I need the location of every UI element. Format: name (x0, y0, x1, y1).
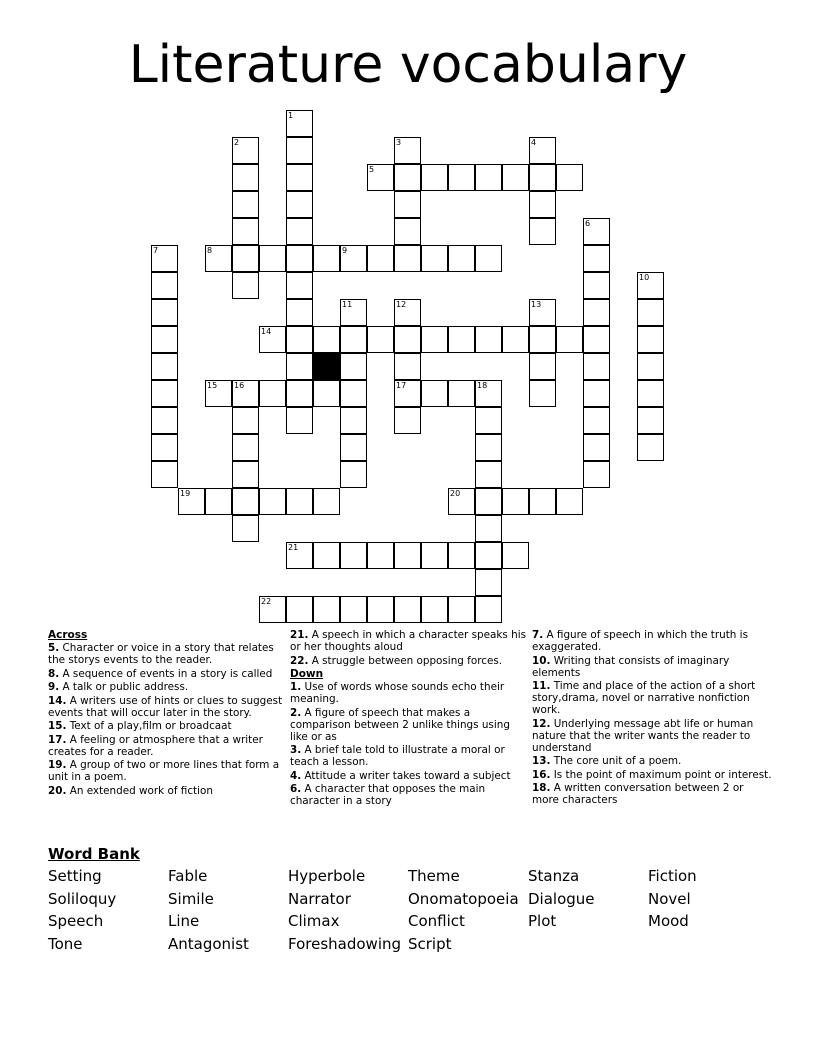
clue-text: A feeling or atmosphere that a writer creates for a reader. (48, 733, 263, 758)
black-square (313, 353, 340, 380)
clue-text: Use of words whose sounds echo their meaning. (290, 681, 505, 705)
clue-number: 10 (639, 273, 650, 282)
grid-cell[interactable] (529, 218, 556, 245)
grid-cell[interactable] (232, 488, 259, 515)
grid-cell[interactable] (232, 164, 259, 191)
clue-number: 22 (261, 597, 272, 606)
grid-cell[interactable] (367, 245, 394, 272)
grid-cell[interactable] (394, 380, 421, 407)
grid-cell[interactable] (529, 137, 556, 164)
grid-cell[interactable] (178, 488, 205, 515)
grid-cell[interactable] (421, 542, 448, 569)
grid-cell[interactable] (475, 542, 502, 569)
across-clue (48, 720, 288, 732)
grid-cell[interactable] (475, 164, 502, 191)
page-title: Literature vocabulary (128, 35, 688, 95)
grid-cell[interactable] (637, 299, 664, 326)
grid-cell[interactable] (286, 488, 313, 515)
grid-cell[interactable] (205, 245, 232, 272)
grid-cell[interactable] (313, 596, 340, 623)
grid-cell[interactable] (232, 515, 259, 542)
grid-cell[interactable] (259, 380, 286, 407)
clue-num: 5. (48, 642, 60, 654)
grid-cell[interactable] (475, 461, 502, 488)
grid-cell[interactable] (259, 488, 286, 515)
down-clue (532, 769, 772, 781)
grid-cell[interactable] (313, 326, 340, 353)
grid-cell[interactable] (502, 542, 529, 569)
grid-cell[interactable] (448, 245, 475, 272)
grid-cell[interactable] (151, 272, 178, 299)
grid-cell[interactable] (232, 461, 259, 488)
grid-cell[interactable] (286, 137, 313, 164)
clue-num: 8. (48, 667, 60, 680)
grid-cell[interactable] (421, 245, 448, 272)
grid-cell[interactable] (232, 218, 259, 245)
word-bank-item: Soliloquy (48, 889, 117, 908)
grid-cell[interactable] (637, 272, 664, 299)
grid-cell[interactable] (637, 407, 664, 434)
across-clue (48, 734, 288, 758)
grid-cell[interactable] (529, 299, 556, 326)
grid-cell[interactable] (340, 299, 367, 326)
clue-number: 3 (396, 138, 402, 147)
clue-text: Attitude a writer takes toward a subject (301, 769, 511, 782)
grid-cell[interactable] (502, 488, 529, 515)
grid-cell[interactable] (529, 380, 556, 407)
word-bank-item: Mood (648, 912, 689, 931)
clue-text: A figure of speech in which the truth is exaggerated. (532, 629, 748, 653)
word-bank-item: Climax (288, 912, 340, 931)
grid-cell[interactable] (475, 245, 502, 272)
grid-cell[interactable] (340, 353, 367, 380)
grid-cell[interactable] (286, 110, 313, 137)
clue-number: 18 (477, 381, 488, 390)
clues-column-1 (48, 629, 288, 798)
clue-number: 13 (531, 300, 542, 309)
clue-num: 12. (532, 717, 551, 730)
clue-number: 7 (153, 246, 159, 255)
clue-num: 21. (290, 629, 309, 641)
grid-cell[interactable] (286, 245, 313, 272)
across-header: Across (48, 629, 88, 641)
across-clue (290, 655, 530, 667)
across-clue (48, 695, 288, 719)
grid-cell[interactable] (151, 299, 178, 326)
grid-cell[interactable] (340, 326, 367, 353)
grid-cell[interactable] (232, 407, 259, 434)
grid-cell[interactable] (448, 380, 475, 407)
grid-cell[interactable] (232, 434, 259, 461)
clues-column-3 (532, 629, 772, 808)
down-clue (532, 629, 772, 653)
grid-cell[interactable] (394, 245, 421, 272)
grid-cell[interactable] (556, 488, 583, 515)
down-clue (290, 783, 530, 807)
grid-cell[interactable] (286, 218, 313, 245)
word-bank-item: Stanza (528, 867, 580, 885)
grid-cell[interactable] (448, 542, 475, 569)
down-clue (290, 681, 530, 705)
clue-num: 9. (48, 681, 60, 693)
grid-cell[interactable] (421, 380, 448, 407)
clue-number: 4 (531, 138, 537, 147)
across-clue (48, 759, 288, 783)
word-bank-item: Hyperbole (288, 867, 366, 885)
grid-cell[interactable] (637, 326, 664, 353)
grid-cell[interactable] (556, 326, 583, 353)
clue-text: Character or voice in a story that relates the storys events to the reader. (48, 642, 274, 666)
clue-number: 21 (288, 543, 299, 552)
grid-cell[interactable] (394, 164, 421, 191)
grid-cell[interactable] (475, 569, 502, 596)
clue-num: 1. (290, 681, 302, 693)
clue-num: 13. (532, 755, 551, 767)
grid-cell[interactable] (475, 326, 502, 353)
word-bank-item: Fable (168, 867, 208, 885)
grid-cell[interactable] (313, 380, 340, 407)
clue-text: A figure of speech that makes a comparison between 2 unlike things using like or as (290, 706, 510, 743)
word-bank-item: Novel (648, 889, 691, 908)
grid-cell[interactable] (529, 164, 556, 191)
word-bank-item: Antagonist (168, 935, 249, 954)
clue-number: 9 (342, 246, 348, 255)
grid-cell[interactable] (151, 461, 178, 488)
grid-cell[interactable] (232, 380, 259, 407)
grid-cell[interactable] (475, 407, 502, 434)
grid-cell[interactable] (583, 272, 610, 299)
clue-number: 17 (396, 381, 407, 390)
clue-text: Underlying message abt life or human nature that the writer wants the reader to understand (532, 717, 754, 754)
word-bank-item: Speech (48, 912, 104, 931)
grid-cell[interactable] (286, 542, 313, 569)
clue-text: A group of two or more lines that form a unit in a poem. (48, 759, 280, 783)
word-bank-item: Theme (408, 867, 460, 885)
clue-text: A struggle between opposing forces. (308, 654, 503, 667)
grid-cell[interactable] (151, 326, 178, 353)
grid-cell[interactable] (583, 407, 610, 434)
grid-cell[interactable] (340, 407, 367, 434)
word-bank-item: Script (408, 935, 452, 954)
grid-cell[interactable] (529, 488, 556, 515)
grid-cell[interactable] (502, 326, 529, 353)
grid-cell[interactable] (151, 380, 178, 407)
grid-cell[interactable] (367, 596, 394, 623)
clue-number: 11 (342, 300, 353, 309)
clue-text: Writing that consists of imaginary elements (532, 654, 730, 679)
word-bank-item: Setting (48, 867, 102, 885)
grid-cell[interactable] (286, 353, 313, 380)
grid-cell[interactable] (286, 380, 313, 407)
word-bank-item: Plot (528, 912, 557, 931)
grid-cell[interactable] (259, 326, 286, 353)
clue-number: 16 (234, 381, 245, 390)
word-bank-item: Simile (168, 889, 214, 908)
grid-cell[interactable] (421, 596, 448, 623)
grid-cell[interactable] (313, 245, 340, 272)
grid-cell[interactable] (637, 434, 664, 461)
grid-cell[interactable] (151, 353, 178, 380)
down-clue (532, 655, 772, 679)
clue-num: 10. (532, 654, 551, 667)
grid-cell[interactable] (286, 191, 313, 218)
clue-num: 15. (48, 720, 67, 732)
grid-cell[interactable] (367, 326, 394, 353)
clue-text: A sequence of events in a story is called (59, 667, 273, 680)
grid-cell[interactable] (583, 326, 610, 353)
grid-cell[interactable] (367, 542, 394, 569)
grid-cell[interactable] (340, 461, 367, 488)
grid-cell[interactable] (583, 245, 610, 272)
grid-cell[interactable] (448, 164, 475, 191)
down-clue (532, 755, 772, 767)
across-clue (48, 681, 288, 693)
grid-cell[interactable] (394, 137, 421, 164)
clue-number: 2 (234, 138, 240, 147)
clue-number: 8 (207, 246, 213, 255)
grid-cell[interactable] (286, 164, 313, 191)
grid-cell[interactable] (394, 218, 421, 245)
grid-cell[interactable] (448, 596, 475, 623)
grid-cell[interactable] (232, 191, 259, 218)
grid-cell[interactable] (475, 488, 502, 515)
clue-num: 22. (290, 654, 309, 667)
grid-cell[interactable] (529, 191, 556, 218)
clues-column-2 (290, 629, 530, 809)
grid-cell[interactable] (286, 407, 313, 434)
clue-num: 17. (48, 733, 67, 746)
clue-num: 18. (532, 782, 551, 794)
clue-num: 6. (290, 783, 302, 795)
down-clue (290, 707, 530, 743)
clue-text: A talk or public address. (59, 681, 189, 693)
clue-text: A writers use of hints or clues to suggest events that will occur later in the story. (48, 694, 283, 719)
clue-number: 1 (288, 111, 294, 120)
grid-cell[interactable] (556, 164, 583, 191)
word-bank-item: Onomatopoeia (408, 889, 519, 908)
grid-cell[interactable] (583, 461, 610, 488)
down-clue (532, 718, 772, 754)
down-clue (532, 680, 772, 716)
grid-cell[interactable] (421, 164, 448, 191)
clue-text: A speech in which a character speaks his or her thoughts aloud (290, 629, 526, 653)
clue-num: 3. (290, 744, 302, 756)
clue-number: 5 (369, 165, 375, 174)
clue-number: 19 (180, 489, 191, 498)
down-clue (290, 744, 530, 768)
word-bank-item: Line (168, 912, 200, 931)
clue-number: 14 (261, 327, 272, 336)
clue-number: 6 (585, 219, 591, 228)
clue-text: A written conversation between 2 or more characters (532, 782, 744, 806)
grid-cell[interactable] (394, 542, 421, 569)
down-clue (532, 782, 772, 806)
grid-cell[interactable] (583, 299, 610, 326)
grid-cell[interactable] (529, 326, 556, 353)
grid-cell[interactable] (448, 488, 475, 515)
across-clue (290, 629, 530, 653)
clue-number: 20 (450, 489, 461, 498)
grid-cell[interactable] (637, 353, 664, 380)
grid-cell[interactable] (259, 596, 286, 623)
word-bank-item: Fiction (648, 867, 697, 885)
clue-text: Is the point of maximum point or interest. (550, 768, 772, 781)
grid-cell[interactable] (286, 326, 313, 353)
word-bank-item: Tone (48, 935, 83, 954)
grid-cell[interactable] (475, 380, 502, 407)
grid-cell[interactable] (205, 488, 232, 515)
grid-cell[interactable] (394, 407, 421, 434)
grid-cell[interactable] (151, 434, 178, 461)
grid-cell[interactable] (340, 245, 367, 272)
grid-cell[interactable] (583, 353, 610, 380)
grid-cell[interactable] (448, 326, 475, 353)
clue-number: 15 (207, 381, 218, 390)
clue-text: An extended work of fiction (66, 784, 213, 797)
grid-cell[interactable] (151, 245, 178, 272)
grid-cell[interactable] (394, 191, 421, 218)
clue-num: 4. (290, 769, 302, 782)
grid-cell[interactable] (394, 326, 421, 353)
grid-cell[interactable] (394, 596, 421, 623)
grid-cell[interactable] (475, 515, 502, 542)
word-bank-item: Foreshadowing (288, 935, 402, 954)
grid-cell[interactable] (340, 596, 367, 623)
grid-cell[interactable] (475, 434, 502, 461)
grid-cell[interactable] (259, 245, 286, 272)
clue-text: A brief tale told to illustrate a moral or teach a lesson. (290, 744, 505, 768)
clue-text: Text of a play,film or broadcaat (66, 720, 232, 732)
down-clue (290, 770, 530, 782)
across-clue (48, 642, 288, 666)
grid-cell[interactable] (340, 434, 367, 461)
grid-cell[interactable] (286, 596, 313, 623)
grid-cell[interactable] (529, 353, 556, 380)
down-header: Down (290, 668, 324, 680)
grid-cell[interactable] (286, 272, 313, 299)
grid-cell[interactable] (340, 542, 367, 569)
grid-cell[interactable] (340, 380, 367, 407)
word-bank-item: Narrator (288, 889, 351, 908)
grid-cell[interactable] (475, 596, 502, 623)
grid-cell[interactable] (151, 407, 178, 434)
across-clue (48, 785, 288, 797)
word-bank-item: Conflict (408, 912, 465, 931)
clue-text: Time and place of the action of a short story,drama, novel or narrative nonfiction work. (532, 680, 756, 716)
grid-cell[interactable] (286, 299, 313, 326)
grid-cell[interactable] (313, 488, 340, 515)
grid-cell[interactable] (637, 380, 664, 407)
grid-cell[interactable] (583, 434, 610, 461)
grid-cell[interactable] (583, 218, 610, 245)
clue-num: 11. (532, 680, 551, 692)
word-bank-item: Dialogue (528, 889, 595, 908)
grid-cell[interactable] (394, 353, 421, 380)
grid-cell[interactable] (232, 245, 259, 272)
clue-num: 16. (532, 768, 551, 781)
grid-cell[interactable] (232, 137, 259, 164)
grid-cell[interactable] (205, 380, 232, 407)
clue-num: 19. (48, 759, 67, 771)
grid-cell[interactable] (583, 380, 610, 407)
clue-num: 14. (48, 694, 67, 707)
clue-num: 20. (48, 784, 67, 797)
grid-cell[interactable] (313, 542, 340, 569)
clue-number: 12 (396, 300, 407, 309)
grid-cell[interactable] (394, 299, 421, 326)
grid-cell[interactable] (502, 164, 529, 191)
across-clue (48, 668, 288, 680)
clue-num: 7. (532, 629, 544, 641)
grid-cell[interactable] (232, 272, 259, 299)
clue-num: 2. (290, 706, 302, 719)
grid-cell[interactable] (367, 164, 394, 191)
word-bank-title: Word Bank (48, 845, 140, 863)
clue-text: A character that opposes the main character in a story (290, 783, 486, 807)
grid-cell[interactable] (421, 326, 448, 353)
clue-text: The core unit of a poem. (550, 755, 682, 767)
